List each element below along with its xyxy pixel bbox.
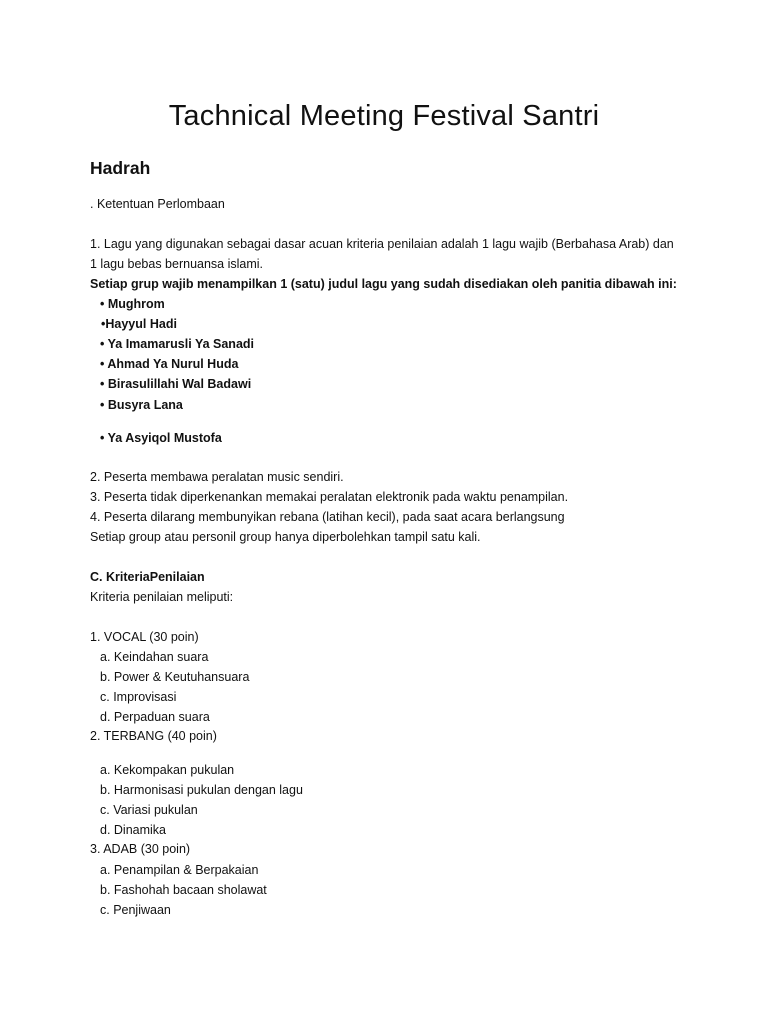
song-item: • Mughrom [100,297,165,311]
terbang-heading: 2. TERBANG (40 poin) [90,729,217,743]
document-title: Tachnical Meeting Festival Santri [168,100,600,132]
terbang-item: c. Variasi pukulan [100,803,198,817]
vocal-item: c. Improvisasi [100,690,177,704]
vocal-item: b. Power & Keutuhansuara [100,670,250,684]
song-item: • Ya Imamarusli Ya Sanadi [100,337,255,351]
rule-3: 3. Peserta tidak diperkenankan memakai peralatan elektronik pada waktu penampilan. [90,490,569,504]
vocal-item: a. Keindahan suara [100,650,209,664]
adab-item: c. Penjiwaan [100,903,171,917]
adab-item: b. Fashohah bacaan sholawat [100,883,267,897]
song-item: • Ya Asyiqol Mustofa [100,431,222,445]
ketentuan-heading: . Ketentuan Perlombaan [90,197,225,211]
rule-1-note: Setiap grup wajib menampilkan 1 (satu) judul lagu yang sudah disediakan oleh panitia dibawah ini: [90,277,677,291]
song-item: • Busyra Lana [100,398,183,412]
kriteria-heading: C. KriteriaPenilaian [90,570,205,584]
terbang-item: b. Harmonisasi pukulan dengan lagu [100,783,303,797]
rule-2: 2. Peserta membawa peralatan music sendiri. [90,470,344,484]
adab-heading: 3. ADAB (30 poin) [90,842,191,856]
song-item: •Hayyul Hadi [101,317,177,331]
kriteria-intro: Kriteria penilaian meliputi: [90,590,234,604]
vocal-item: d. Perpaduan suara [100,710,210,724]
rule-1-line-2: 1 lagu bebas bernuansa islami. [90,257,264,271]
vocal-heading: 1. VOCAL (30 poin) [90,630,199,644]
terbang-item: a. Kekompakan pukulan [100,763,235,777]
rule-4: 4. Peserta dilarang membunyikan rebana (latihan kecil), pada saat acara berlangsung [90,510,565,524]
song-item: • Birasulillahi Wal Badawi [100,377,252,391]
terbang-item: d. Dinamika [100,823,166,837]
rule-1-line-1: 1. Lagu yang digunakan sebagai dasar acuan kriteria penilaian adalah 1 lagu wajib (Berbahasa Arab) dan [90,237,674,251]
adab-item: a. Penampilan & Berpakaian [100,863,259,877]
section-heading-hadrah: Hadrah [90,158,151,178]
rule-note: Setiap group atau personil group hanya diperbolehkan tampil satu kali. [90,530,481,544]
song-item: • Ahmad Ya Nurul Huda [100,357,239,371]
